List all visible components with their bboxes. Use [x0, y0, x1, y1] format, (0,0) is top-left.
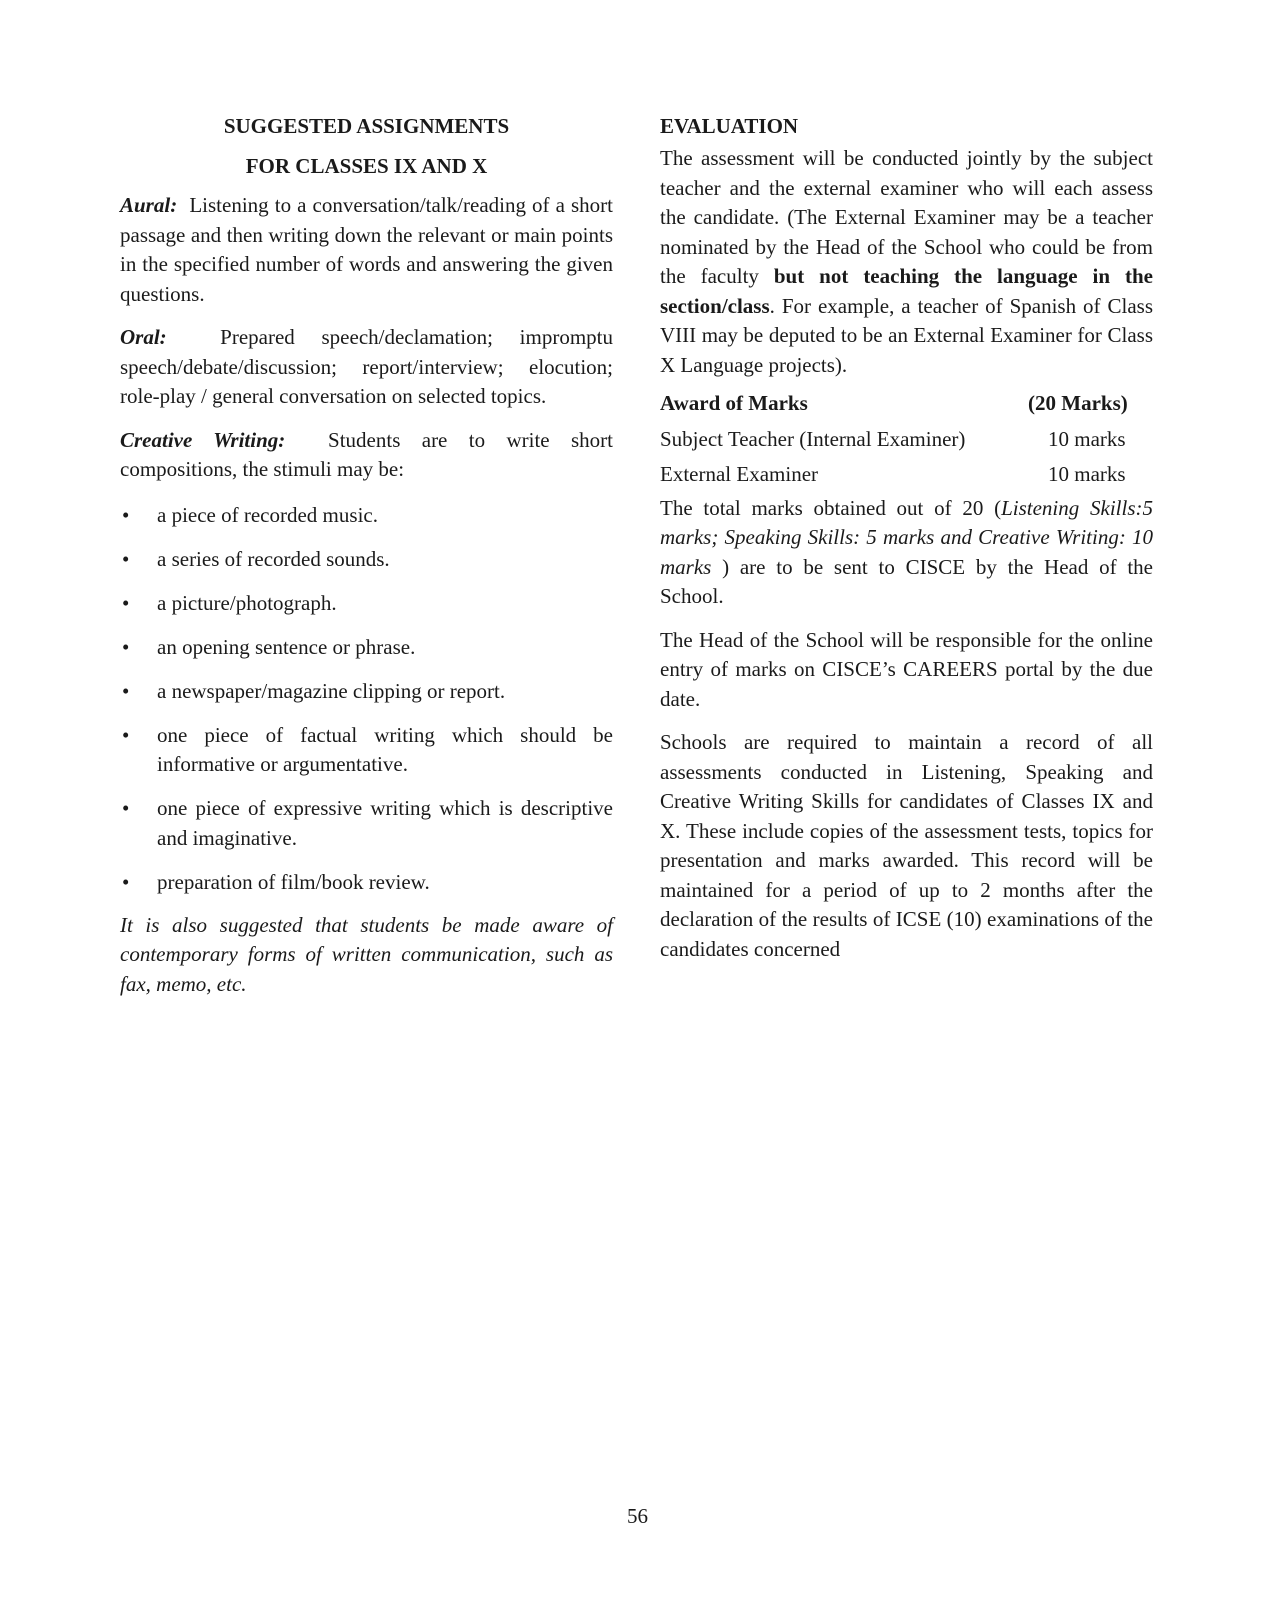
- list-item: • a piece of recorded music.: [120, 501, 613, 531]
- evaluation-title: EVALUATION: [660, 114, 799, 138]
- section-title-line2: FOR CLASSES IX AND X: [245, 154, 488, 178]
- emphasis-text: but not teaching the language in the section/class: [660, 264, 1153, 318]
- award-label: Award of Marks: [660, 391, 808, 415]
- aural-label: Aural:: [120, 193, 178, 217]
- marks-row-label: External Examiner: [660, 462, 819, 486]
- bullet-icon: •: [122, 634, 130, 659]
- list-item: • a picture/photograph.: [120, 589, 613, 619]
- bullet-icon: •: [122, 678, 130, 703]
- creative-writing-text: Students are to write short compositions, the stimuli may be:: [120, 427, 613, 481]
- aural-paragraph: [120, 191, 613, 309]
- bullet-icon: •: [122, 796, 130, 820]
- list-item: • a newspaper/magazine clipping or report.: [120, 677, 613, 707]
- oral-text: Prepared speech/declamation; impromptu speech/debate/discussion; report/interview; elocution; role-play / general conversation on selected topics.: [120, 325, 613, 408]
- marks-row-external: [660, 460, 1153, 490]
- creative-writing-paragraph: [120, 426, 613, 485]
- bullet-icon: •: [122, 590, 130, 615]
- suggestion-note: It is also suggested that students be made aware of contemporary forms of written communication, such as fax, memo, etc.: [120, 912, 613, 996]
- marks-row-label: Subject Teacher (Internal Examiner): [660, 426, 966, 451]
- list-item: • a series of recorded sounds.: [120, 545, 613, 575]
- aural-text: Listening to a conversation/talk/reading of a short passage and then writing down the relevant or main points in the specified number of words and answering the given questions.: [120, 193, 614, 306]
- marks-row-value: 10 marks: [1048, 462, 1126, 486]
- bullet-icon: •: [122, 502, 130, 527]
- list-item: • one piece of factual writing which should be informative or argumentative.: [122, 722, 613, 776]
- oral-label: Oral:: [120, 325, 167, 349]
- marks-row-value: 10 marks: [1048, 426, 1126, 451]
- list-item: • preparation of film/book review.: [120, 868, 613, 898]
- marks-row-internal: [660, 425, 1153, 455]
- evaluation-paragraph: The assessment will be conducted jointly by the subject teacher and the external examiner who will each assess the candidate. (The External Examiner may be a teacher nominated by the Head of the School who could be from the faculty but not teaching the language in the section/class. For example, a teacher of Spanish of Class VIII may be deputed to be an External Examiner for Class X Language projects).: [660, 146, 1153, 377]
- right-column: [660, 113, 1153, 964]
- oral-paragraph: [120, 323, 613, 412]
- left-column: [120, 113, 613, 999]
- page-number: 56: [627, 1504, 648, 1528]
- creative-writing-label: Creative Writing:: [120, 427, 286, 452]
- head-responsibility-paragraph: The Head of the School will be responsible for the online entry of marks on CISCE’s CAREERS portal by the due date.: [660, 627, 1153, 711]
- stimuli-list: [120, 501, 613, 898]
- bullet-icon: •: [122, 722, 130, 747]
- total-marks-paragraph: The total marks obtained out of 20 (Listening Skills:5 marks; Speaking Skills: 5 marks and Creative Writing: 10 marks ) are to be sent to CISCE by the Head of the School.: [660, 495, 1153, 608]
- list-item: • an opening sentence or phrase.: [120, 633, 613, 663]
- award-total: (20 Marks): [1028, 391, 1128, 415]
- record-keeping-paragraph: Schools are required to maintain a record of all assessments conducted in Listening, Speaking and Creative Writing Skills for candidates of Classes IX and X. These include copies of the assessment tests, topics for presentation and marks awarded. This record will be maintained for a period of up to 2 months after the declaration of the results of ICSE (10) examinations of the candidates concerned: [660, 730, 1153, 961]
- bullet-icon: •: [122, 869, 130, 894]
- section-title-line1: SUGGESTED ASSIGNMENTS: [223, 114, 510, 138]
- award-of-marks-header: [660, 389, 1153, 419]
- list-item: • one piece of expressive writing which is descriptive and imaginative.: [122, 796, 613, 850]
- bullet-icon: •: [122, 546, 130, 571]
